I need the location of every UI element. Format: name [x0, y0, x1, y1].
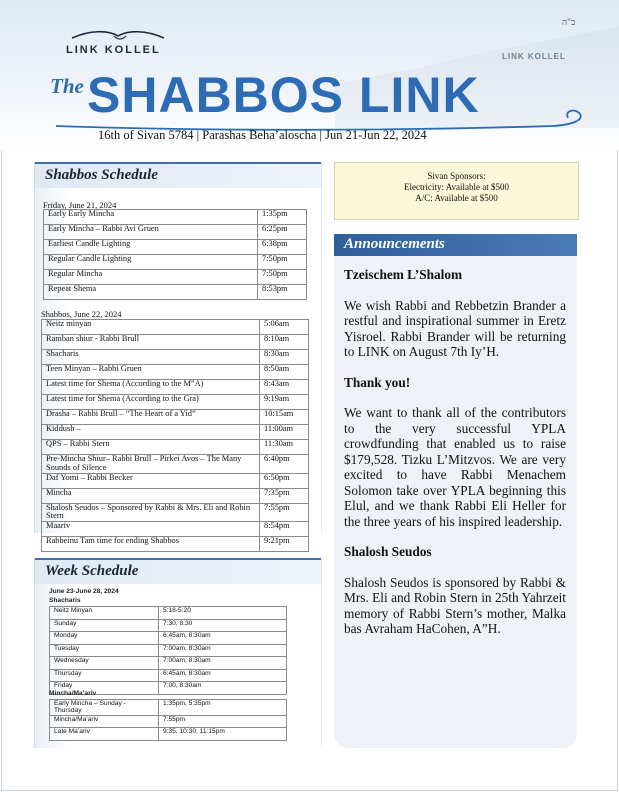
shabbos-schedule-heading: Shabbos Schedule	[35, 162, 321, 188]
schedule-row	[42, 335, 309, 350]
event-name: QPS – Rabbi Stern	[42, 440, 260, 455]
event-time: 9:19am	[260, 395, 309, 410]
event-time: 6:45am, 8:30am	[159, 632, 287, 645]
schedule-row	[42, 455, 309, 474]
sponsors-title: Sivan Sponsors:	[427, 171, 486, 181]
sponsors-box	[334, 162, 579, 220]
event-time: 7:50pm	[258, 255, 307, 270]
building-sign: LINK KOLLEL	[502, 52, 566, 61]
event-time: 8:43am	[260, 380, 309, 395]
schedule-row	[50, 619, 287, 632]
event-name: Kiddush –	[42, 425, 260, 440]
schedule-row	[50, 657, 287, 670]
schedule-row	[42, 488, 309, 503]
shabbos-table	[41, 319, 309, 552]
event-name: Monday	[50, 632, 159, 645]
event-name: Rabbeinu Tam time for ending Shabbos	[42, 537, 260, 552]
event-time: 7:00, 8:30am	[159, 682, 287, 695]
event-name: Late Ma’ariv	[50, 728, 159, 741]
event-time: 7:00am, 8:30am	[159, 657, 287, 670]
event-name: Latest time for Shema (According to the M”A)	[42, 380, 260, 395]
event-time: 11:00am	[260, 425, 309, 440]
event-name: Tuesday	[50, 644, 159, 657]
event-time: 6:25pm	[258, 225, 307, 240]
event-name: Repeat Shema	[44, 285, 258, 300]
sponsor-ac: A/C: Available at $500	[415, 193, 498, 203]
event-name: Friday	[50, 682, 159, 695]
event-name: Neitz Minyan	[50, 607, 159, 620]
event-name: Drasha – Rabbi Brull – “The Heart of a Yid”	[42, 410, 260, 425]
event-time: 8:30am	[260, 350, 309, 365]
schedule-row	[44, 255, 307, 270]
event-name: Early Mincha – Rabbi Avi Gruen	[44, 225, 258, 240]
schedule-row	[42, 440, 309, 455]
event-name: Wednesday	[50, 657, 159, 670]
sponsor-electricity: Electricity: Available at $500	[403, 182, 510, 192]
schedule-row	[42, 395, 309, 410]
event-time: 8:54pm	[260, 522, 309, 537]
announcement-text: We want to thank all of the contributors to the very successful YPLA crowdfunding that enabled us to raise $179,528. Tizku L’Mitzvos. We are very excited to have Rabbi Menachem Solomon take over YPLA beginning this Elul, and we thank Rabbi Eli Heller for the three years of his inspired leadership.	[344, 405, 566, 529]
schedule-row	[42, 410, 309, 425]
announcement-title: Shalosh Seudos	[344, 544, 432, 559]
event-time: 1:35pm, 5:35pm	[159, 700, 287, 716]
shacharis-table	[49, 606, 287, 695]
event-time: 11:30am	[260, 440, 309, 455]
week-schedule-heading: Week Schedule	[35, 558, 321, 584]
event-time: 7:35pm	[260, 488, 309, 503]
event-name: Neitz minyan	[42, 320, 260, 335]
event-name: Regular Mincha	[44, 270, 258, 285]
event-name: Pre-Mincha Shiur– Rabbi Brull – Pirkei Avos – The Many Sounds of Silence	[42, 455, 260, 474]
event-time: 9:35, 10:30, 11:15pm	[159, 728, 287, 741]
event-time: 8:53pm	[258, 285, 307, 300]
friday-label: Friday, June 21, 2024	[43, 200, 117, 210]
event-name: Latest time for Shema (According to the Gra)	[42, 395, 260, 410]
event-name: Shalosh Seudos – Sponsored by Rabbi & Mrs. Eli and Robin Stern	[42, 503, 260, 522]
schedule-row	[50, 607, 287, 620]
event-time: 8:10am	[260, 335, 309, 350]
newsletter-title: SHABBOS LINK	[87, 67, 480, 123]
schedule-row	[42, 503, 309, 522]
week-schedule-panel	[34, 558, 322, 748]
shabbos-label: Shabbos, June 22, 2024	[41, 309, 122, 319]
event-name: Teen Minyan – Rabbi Gruen	[42, 365, 260, 380]
schedule-row	[42, 537, 309, 552]
schedule-row	[44, 240, 307, 255]
announcement-text: Shalosh Seudos is sponsored by Rabbi & Mrs. Eli and Robin Stern in 25th Yahrzeit memory of Rabbi Stern’s mother, Malka bas Avraham HaCohen, A”H.	[344, 574, 566, 636]
mincha-label: Mincha/Ma’ariv	[49, 690, 97, 697]
shabbos-schedule-panel	[34, 162, 322, 546]
event-name: Shacharis	[42, 350, 260, 365]
schedule-row	[42, 425, 309, 440]
announcement-title: Tzeischem L’Shalom	[344, 267, 463, 282]
schedule-row	[42, 380, 309, 395]
schedule-row	[42, 365, 309, 380]
shacharis-label: Shacharis	[49, 597, 81, 604]
schedule-row	[50, 669, 287, 682]
event-time: 1:35pm	[258, 210, 307, 225]
event-time: 6:50pm	[260, 473, 309, 488]
event-name: Daf Yomi – Rabbi Becker	[42, 473, 260, 488]
event-name: Earliest Candle Lighting	[44, 240, 258, 255]
event-time: 10:15am	[260, 410, 309, 425]
schedule-row	[42, 473, 309, 488]
schedule-row	[44, 225, 307, 240]
schedule-row	[42, 522, 309, 537]
schedule-row	[50, 715, 287, 728]
event-time: 9:21pm	[260, 537, 309, 552]
event-time: 7:55pm	[159, 715, 287, 728]
announcement-title: Thank you!	[344, 374, 411, 390]
announcement-text: We wish Rabbi and Rebbetzin Brander a restful and inspirational summer in Eretz Yisroel. Rabbi Brander will be returning to LINK on August 7th Iy’H.	[344, 297, 566, 359]
event-name: Maariv	[42, 522, 260, 537]
logo-text: LINK KOLLEL	[66, 44, 161, 56]
schedule-row	[44, 285, 307, 300]
announcements-panel	[334, 234, 577, 748]
schedule-row	[44, 210, 307, 225]
event-time: 6:38pm	[258, 240, 307, 255]
schedule-row	[42, 320, 309, 335]
event-time: 7:00am, 8:30am	[159, 644, 287, 657]
friday-table	[43, 209, 307, 300]
event-time: 6:40pm	[260, 455, 309, 474]
event-time: 7:50pm	[258, 270, 307, 285]
schedule-row	[44, 270, 307, 285]
event-time: 7:30, 8:30	[159, 619, 287, 632]
schedule-row	[50, 644, 287, 657]
event-time: 5:18-5:20	[159, 607, 287, 620]
schedule-row	[42, 350, 309, 365]
event-time: 5:06am	[260, 320, 309, 335]
event-time: 6:45am, 8:30am	[159, 669, 287, 682]
event-time: 8:50am	[260, 365, 309, 380]
event-name: Sunday	[50, 619, 159, 632]
event-name: Early Mincha – Sunday - Thursday	[50, 700, 159, 716]
announcements-body	[344, 267, 566, 652]
event-name: Regular Candle Lighting	[44, 255, 258, 270]
hebrew-mark: ב"ה	[562, 17, 576, 27]
schedule-row	[50, 632, 287, 645]
week-range: June 23-June 28, 2024	[49, 588, 119, 595]
event-time: 7:55pm	[260, 503, 309, 522]
event-name: Mincha/Ma’ariv	[50, 715, 159, 728]
event-name: Early Early Mincha	[44, 210, 258, 225]
event-name: Ramban shiur - Rabbi Brull	[42, 335, 260, 350]
schedule-row	[50, 700, 287, 716]
title-prefix: The	[50, 74, 84, 98]
logo-swoosh-icon	[70, 28, 166, 42]
schedule-row	[50, 728, 287, 741]
mincha-table	[49, 699, 287, 741]
announcements-heading: Announcements	[334, 234, 577, 256]
event-name: Thursday	[50, 669, 159, 682]
issue-date-line: 16th of Sivan 5784 | Parashas Beha’aloscha | Jun 21-Jun 22, 2024	[98, 128, 427, 142]
event-name: Mincha	[42, 488, 260, 503]
